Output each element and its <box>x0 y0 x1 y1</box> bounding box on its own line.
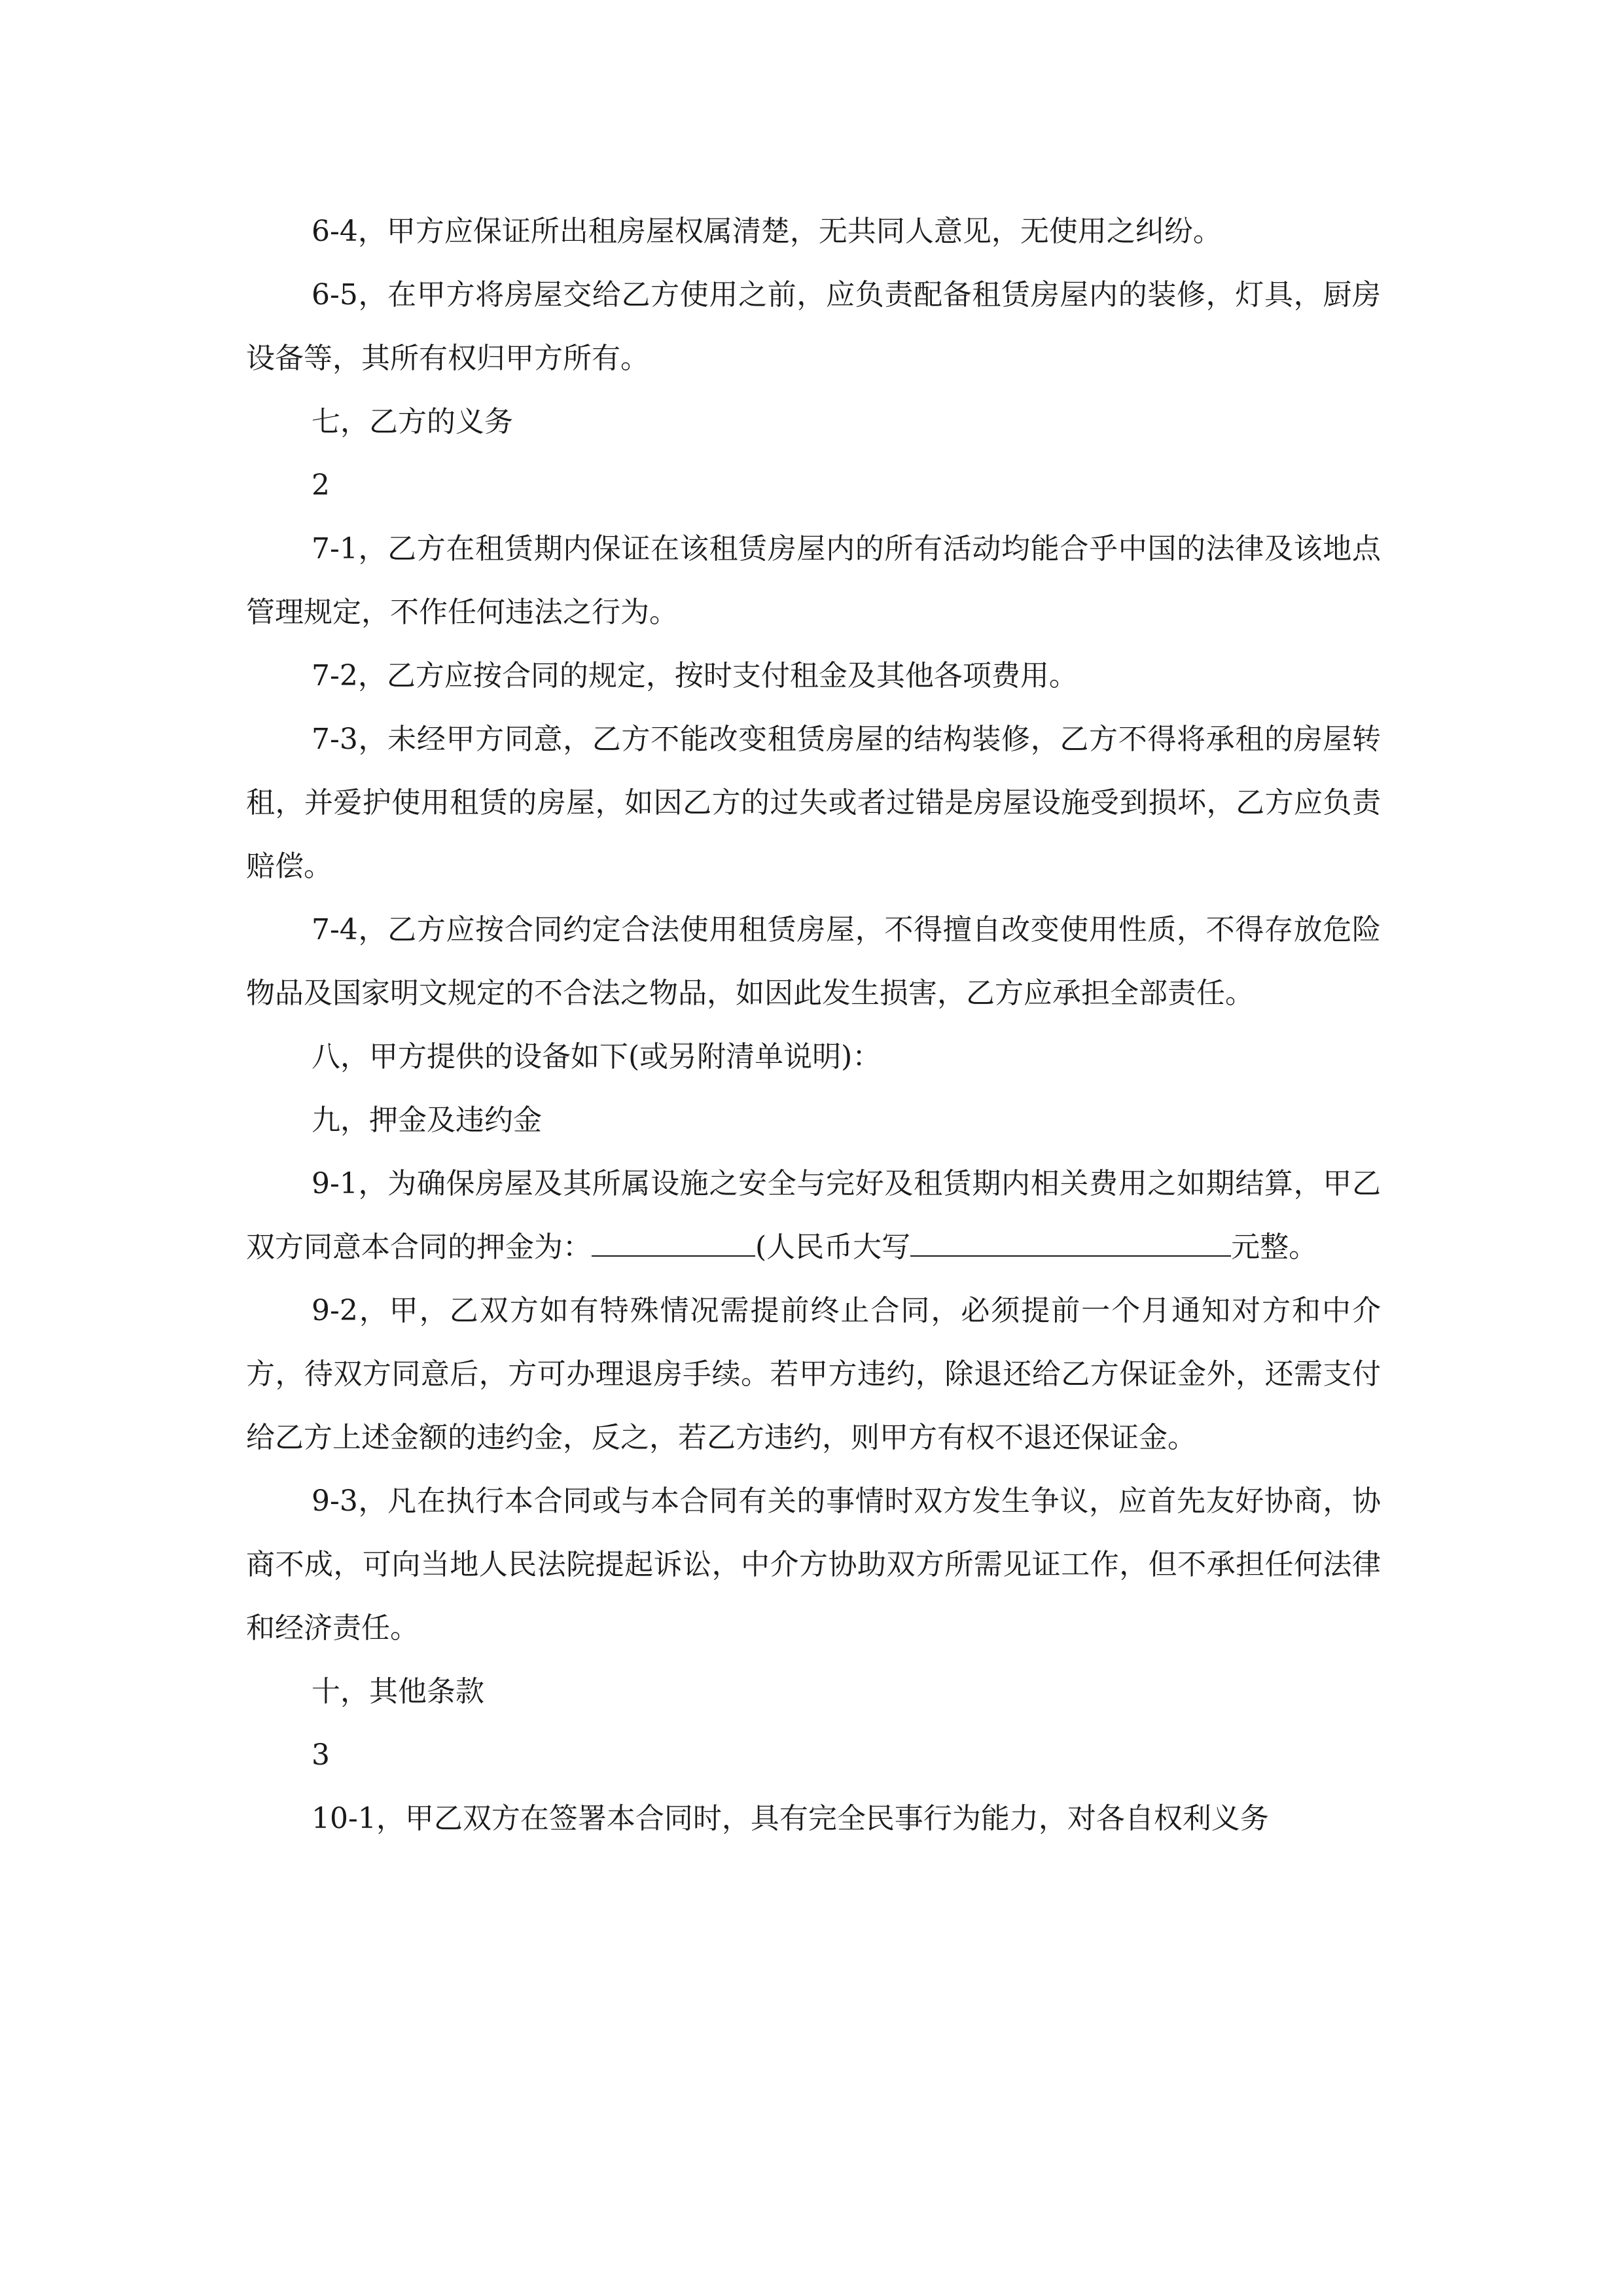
document-body <box>246 200 1381 1850</box>
clause-6-5: 6-5，在甲方将房屋交给乙方使用之前，应负责配备租赁房屋内的装修，灯具，厨房设备等，其所有权归甲方所有。 <box>246 278 1381 375</box>
clause-7-1: 7-1，乙方在租赁期内保证在该租赁房屋内的所有活动均能合乎中国的法律及该地点管理规定，不作任何违法之行为。 <box>246 532 1381 629</box>
clause-9-2: 9-2，甲，乙双方如有特殊情况需提前终止合同，必须提前一个月通知对方和中介方，待双方同意后，方可办理退房手续。若甲方违约，除退还给乙方保证金外，还需支付给乙方上述金额的违约金，反之，若乙方违约，则甲方有权不退还保证金。 <box>246 1294 1381 1454</box>
clause-9-3: 9-3，凡在执行本合同或与本合同有关的事情时双方发生争议，应首先友好协商，协商不成，可向当地人民法院提起诉讼，中介方协助双方所需见证工作，但不承担任何法律和经济责任。 <box>246 1484 1381 1645</box>
clause-7-2: 7-2，乙方应按合同的规定，按时支付租金及其他各项费用。 <box>312 659 1078 692</box>
deposit-amount-blank <box>592 1229 755 1257</box>
section-heading-10: 十，其他条款 <box>312 1675 484 1708</box>
clause-9-1-end: 元整。 <box>1231 1230 1318 1264</box>
section-heading-7: 七，乙方的义务 <box>312 405 513 439</box>
clause-9-1 <box>246 1152 1381 1279</box>
section-heading-9: 九，押金及违约金 <box>312 1103 542 1137</box>
clause-10-1: 10-1，甲乙双方在签署本合同时，具有完全民事行为能力，对各自权利义务 <box>312 1802 1269 1835</box>
page-number-2: 2 <box>312 469 330 502</box>
clause-6-4: 6-4，甲方应保证所出租房屋权属清楚，无共同人意见，无使用之纠纷。 <box>312 215 1222 248</box>
clause-7-3: 7-3，未经甲方同意，乙方不能改变租赁房屋的结构装修，乙方不得将承租的房屋转租，并爱护使用租赁的房屋，如因乙方的过失或者过错是房屋设施受到损坏，乙方应负责赔偿。 <box>246 723 1381 883</box>
deposit-rmb-uppercase-blank <box>910 1229 1231 1257</box>
clause-7-4: 7-4，乙方应按合同约定合法使用租赁房屋，不得擅自改变使用性质，不得存放危险物品及国家明文规定的不合法之物品，如因此发生损害，乙方应承担全部责任。 <box>246 913 1381 1010</box>
page-number-3: 3 <box>312 1738 330 1772</box>
section-heading-8: 八，甲方提供的设备如下(或另附清单说明)： <box>312 1040 882 1073</box>
clause-9-1-text: 9-1，为确保房屋及其所属设施之安全与完好及租赁期内相关费用之如期结算，甲乙双方同意本合同的押金为： <box>246 1167 1381 1264</box>
clause-9-1-rmb: (人民币大写 <box>755 1230 911 1264</box>
